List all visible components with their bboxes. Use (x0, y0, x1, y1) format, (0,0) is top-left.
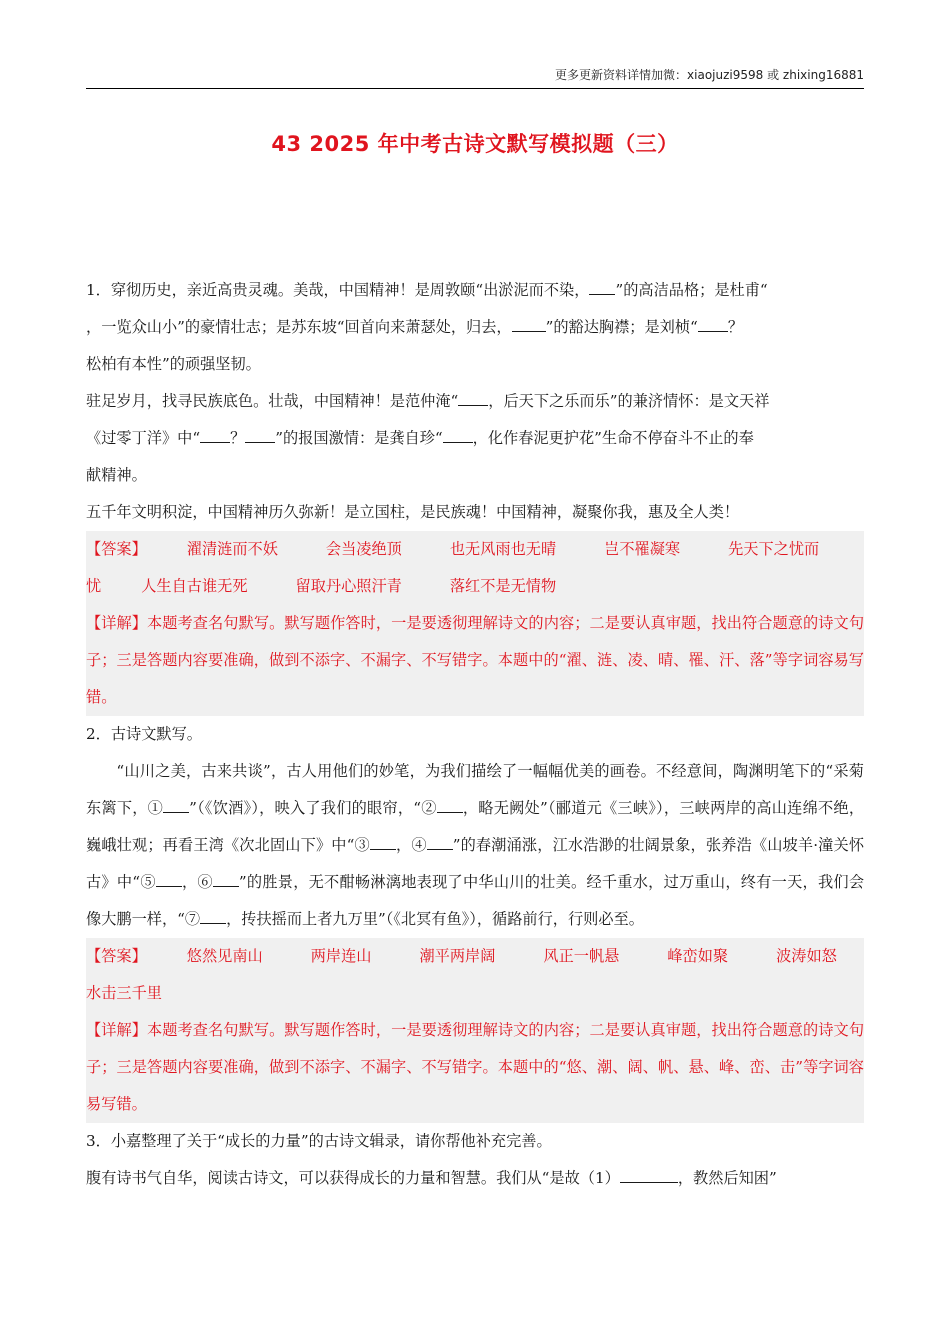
q1-answer-row-1: 【答案】 濯清涟而不妖 会当凌绝顶 也无风雨也无晴 岂不罹凝寒 先天下之忧而 (86, 540, 820, 558)
q2-heading: 2．古诗文默写。 (86, 725, 202, 743)
q1-answer-box (86, 531, 864, 716)
q2-detail: 【详解】本题考查名句默写。默写题作答时，一是要透彻理解诗文的内容；二是要认真审题，找出符合题意的诗文句子；三是答题内容要准确，做到不添字、不漏字、不写错字。本题中的“悠、潮、阔、帆、悬、峰、峦、击”等字词容易写错。 (86, 1021, 865, 1113)
document-body (86, 272, 864, 1197)
detail-tag: 【详解】 (86, 614, 148, 632)
q3-heading: 3．小嘉整理了关于“成长的力量”的古诗文辑录，请你帮他补充完善。 (86, 1132, 552, 1150)
fill-blank (370, 835, 396, 850)
header-text: 更多更新资料详情加微：xiaojuzi9598 或 zhixing16881 (555, 68, 864, 82)
fill-blank (213, 872, 239, 887)
detail-tag: 【详解】 (86, 1021, 148, 1039)
fill-blank (200, 909, 226, 924)
answer-tag: 【答案】 (86, 947, 147, 965)
fill-blank (427, 835, 453, 850)
fill-blank (512, 317, 546, 332)
q3-paragraph: 腹有诗书气自华，阅读古诗文，可以获得成长的力量和智慧。我们从“是故（1） ，教然后知困” (86, 1169, 777, 1187)
q2-answer-box (86, 938, 864, 1123)
answer-tag: 【答案】 (86, 540, 147, 558)
fill-blank (589, 280, 615, 295)
q1-answer-row-2: 忧 人生自古谁无死 留取丹心照汗青 落红不是无情物 (86, 577, 557, 595)
page-title: 43 2025 年中考古诗文默写模拟题（三） (271, 132, 679, 156)
fill-blank (163, 798, 189, 813)
q2-answer-row-2: 水击三千里 (86, 984, 162, 1002)
q2-paragraph: “山川之美，古来共谈”，古人用他们的妙笔，为我们描绘了一幅幅优美的画卷。不经意间，陶渊明笔下的“采菊东篱下，① ”（《饮酒》），映入了我们的眼帘，“② ，略无阙处”（郦道元《三峡》），三峡两岸的高山连绵不绝，巍峨壮观；再看王湾《次北固山下》中“③ ，④ ”的春潮涌涨，江水浩渺的壮阔景象，张养浩《山坡羊·潼关怀古》中“⑤ ，⑥ ”的胜景，无不酣畅淋漓地表现了中华山川的壮美。经千重水，过万重山，终有一天，我们会像大鹏一样，“⑦ ，抟扶摇而上者九万里”（《北冥有鱼》），循路前行，行则必至。 (86, 762, 865, 928)
fill-blank (698, 317, 728, 332)
q2-answer-row-1: 【答案】 悠然见南山 两岸连山 潮平两岸阔 风正一帆悬 峰峦如聚 波涛如怒 (86, 947, 837, 965)
fill-blank (245, 428, 275, 443)
fill-blank (443, 428, 473, 443)
fill-blank (458, 391, 488, 406)
fill-blank (437, 798, 463, 813)
q1-paragraph-3: 五千年文明积淀，中国精神历久弥新！是立国柱，是民族魂！中国精神，凝聚你我，惠及全人类！ (86, 503, 740, 521)
fill-blank (156, 872, 182, 887)
fill-blank (620, 1168, 678, 1183)
page-header (86, 66, 864, 89)
q1-detail: 【详解】本题考查名句默写。默写题作答时，一是要透彻理解诗文的内容；二是要认真审题，找出符合题意的诗文句子；三是答题内容要准确，做到不添字、不漏字、不写错字。本题中的“濯、涟、凌、晴、罹、汗、落”等字词容易写错。 (86, 614, 865, 706)
q1-paragraph-1: 1．穿彻历史，亲近高贵灵魂。美哉，中国精神！是周敦颐“出淤泥而不染， ”的高洁品格；是杜甫“ ，一览众山小”的豪情壮志；是苏东坡“回首向来萧瑟处，归去， ”的豁达胸襟；是刘桢“ ？ 松柏有本性”的顽强坚韧。 (86, 281, 768, 373)
q1-paragraph-2: 驻足岁月，找寻民族底色。壮哉，中国精神！是范仲淹“ ，后天下之乐而乐”的兼济情怀：是文天祥 《过零丁洋》中“ ？ ”的报国激情：是龚自珍“ ，化作春泥更护花”生命不停奋斗不止的奉 献精神。 (86, 392, 770, 484)
fill-blank (200, 428, 230, 443)
